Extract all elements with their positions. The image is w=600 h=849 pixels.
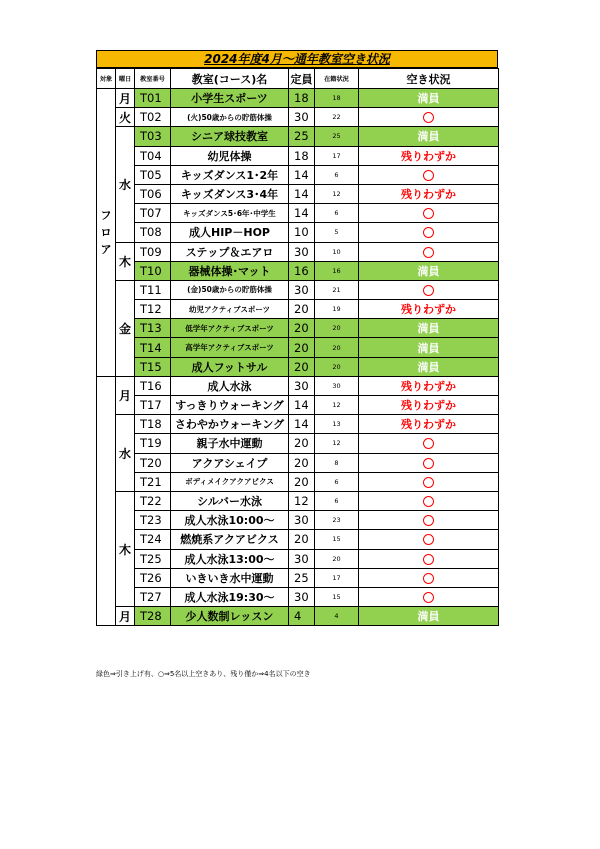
availability-sheet [96,50,498,626]
class-name: シニア球技教室 [171,127,289,146]
capacity: 30 [289,376,315,395]
footnote: 緑色⇒引き上げ有、○⇒5名以上空きあり、残り僅か⇒4名以下の空き [96,670,311,678]
class-name: 成人水泳19:30～ [171,587,289,606]
available-circle-icon [423,554,434,565]
class-name: (金)50歳からの貯筋体操 [171,280,289,299]
day-cell: 水 [116,415,135,492]
capacity: 10 [289,223,315,242]
table-row [97,568,499,587]
status-cell [359,261,499,280]
table-row [97,108,499,127]
status-cell [359,472,499,491]
table-row [97,280,499,299]
class-name: 親子水中運動 [171,434,289,453]
status-cell [359,338,499,357]
status-cell [359,242,499,261]
available-circle-icon [423,112,434,123]
enrolled: 30 [315,376,359,395]
class-name: 幼児アクティブスポーツ [171,300,289,319]
class-code: T09 [135,242,171,261]
enrolled: 17 [315,146,359,165]
enrolled: 20 [315,549,359,568]
capacity: 14 [289,204,315,223]
available-circle-icon [423,496,434,507]
capacity: 20 [289,338,315,357]
status-cell [359,127,499,146]
day-cell: 火 [116,108,135,127]
enrolled: 5 [315,223,359,242]
table-row [97,607,499,626]
table-row [97,357,499,376]
enrolled: 4 [315,607,359,626]
target-label: フロア [100,208,112,256]
available-circle-icon [423,285,434,296]
capacity: 20 [289,300,315,319]
table-row [97,434,499,453]
capacity: 30 [289,549,315,568]
class-name: (火)50歳からの貯筋体操 [171,108,289,127]
enrolled: 10 [315,242,359,261]
class-code: T07 [135,204,171,223]
status-text: 残りわずか [401,303,456,317]
class-name: キッズダンス1･2年 [171,165,289,184]
status-text: 残りわずか [401,418,456,432]
enrolled: 12 [315,184,359,203]
enrolled: 20 [315,338,359,357]
enrolled: 20 [315,357,359,376]
class-code: T15 [135,357,171,376]
table-row [97,491,499,510]
class-code: T11 [135,280,171,299]
class-code: T24 [135,530,171,549]
class-name: すっきりウォーキング [171,396,289,415]
status-text: 残りわずか [401,149,456,163]
enrolled: 12 [315,434,359,453]
day-cell: 水 [116,127,135,242]
capacity: 30 [289,108,315,127]
class-code: T19 [135,434,171,453]
status-cell [359,511,499,530]
class-name: 成人水泳10:00～ [171,511,289,530]
enrolled: 17 [315,568,359,587]
table-row [97,511,499,530]
class-name: 幼児体操 [171,146,289,165]
target-cell [97,89,116,377]
class-name: キッズダンス3･4年 [171,184,289,203]
enrolled: 16 [315,261,359,280]
status-cell [359,376,499,395]
status-cell [359,146,499,165]
status-cell [359,165,499,184]
class-code: T14 [135,338,171,357]
target-cell-pool [97,376,116,625]
header-status: 空き状況 [359,69,499,89]
table-row [97,549,499,568]
available-circle-icon [423,573,434,584]
enrolled: 15 [315,530,359,549]
class-name: 成人水泳13:00～ [171,549,289,568]
status-cell [359,184,499,203]
enrolled: 12 [315,396,359,415]
sheet-title: 2024年度4月～通年教室空き状況 [96,50,498,68]
table-row [97,223,499,242]
available-circle-icon [423,247,434,258]
status-text: 満員 [417,341,440,355]
status-cell [359,108,499,127]
capacity: 20 [289,530,315,549]
class-code: T05 [135,165,171,184]
header-code: 教室番号 [135,69,171,89]
capacity: 14 [289,165,315,184]
status-cell [359,300,499,319]
table-row [97,472,499,491]
class-code: T18 [135,415,171,434]
header-name: 教室(コース)名 [171,69,289,89]
class-code: T03 [135,127,171,146]
available-circle-icon [423,208,434,219]
class-code: T26 [135,568,171,587]
class-code: T27 [135,587,171,606]
enrolled: 8 [315,453,359,472]
class-name: ステップ＆エアロ [171,242,289,261]
status-cell [359,357,499,376]
status-cell [359,223,499,242]
capacity: 25 [289,127,315,146]
day-cell: 金 [116,280,135,376]
status-text: 満員 [417,130,440,144]
class-code: T20 [135,453,171,472]
status-cell [359,607,499,626]
status-cell [359,415,499,434]
class-code: T06 [135,184,171,203]
enrolled: 13 [315,415,359,434]
class-code: T21 [135,472,171,491]
capacity: 30 [289,280,315,299]
class-name: アクアシェイプ [171,453,289,472]
class-name: 少人数制レッスン [171,607,289,626]
header-enrolled: 在籍状況 [315,69,359,89]
table-row [97,396,499,415]
class-code: T22 [135,491,171,510]
capacity: 25 [289,568,315,587]
table-row [97,319,499,338]
status-text: 満員 [417,610,440,624]
table-row [97,530,499,549]
status-text: 残りわずか [401,188,456,202]
status-text: 満員 [417,264,440,278]
class-name: 燃焼系アクアビクス [171,530,289,549]
day-cell: 木 [116,491,135,606]
status-text: 残りわずか [401,379,456,393]
enrolled: 25 [315,127,359,146]
table-row [97,184,499,203]
capacity: 20 [289,434,315,453]
class-code: T01 [135,89,171,108]
enrolled: 6 [315,472,359,491]
class-name: いきいき水中運動 [171,568,289,587]
available-circle-icon [423,477,434,488]
class-code: T13 [135,319,171,338]
class-table [96,68,499,626]
class-name: 成人水泳 [171,376,289,395]
header-row [97,69,499,89]
class-name: シルバー水泳 [171,491,289,510]
enrolled: 18 [315,89,359,108]
status-cell [359,549,499,568]
capacity: 20 [289,472,315,491]
class-name: ボディメイクアクアビクス [171,472,289,491]
day-cell: 月 [116,89,135,108]
table-row [97,127,499,146]
class-code: T12 [135,300,171,319]
capacity: 18 [289,89,315,108]
status-cell [359,491,499,510]
available-circle-icon [423,515,434,526]
class-code: T10 [135,261,171,280]
capacity: 14 [289,415,315,434]
capacity: 20 [289,453,315,472]
class-code: T25 [135,549,171,568]
available-circle-icon [423,170,434,181]
status-cell [359,453,499,472]
status-cell [359,396,499,415]
class-code: T23 [135,511,171,530]
table-row [97,242,499,261]
status-cell [359,204,499,223]
enrolled: 6 [315,491,359,510]
capacity: 30 [289,587,315,606]
capacity: 12 [289,491,315,510]
class-name: さわやかウォーキング [171,415,289,434]
class-name: 高学年アクティブスポーツ [171,338,289,357]
header-target: 対象 [97,69,116,89]
class-code: T17 [135,396,171,415]
enrolled: 6 [315,165,359,184]
capacity: 20 [289,319,315,338]
available-circle-icon [423,227,434,238]
enrolled: 23 [315,511,359,530]
capacity: 30 [289,242,315,261]
capacity: 20 [289,357,315,376]
class-code: T28 [135,607,171,626]
status-cell [359,587,499,606]
table-row [97,89,499,108]
capacity: 14 [289,396,315,415]
table-row [97,415,499,434]
status-cell [359,568,499,587]
status-cell [359,434,499,453]
class-name: キッズダンス5･6年･中学生 [171,204,289,223]
status-cell [359,89,499,108]
table-row [97,146,499,165]
class-name: 成人HIP－HOP [171,223,289,242]
class-name: 成人フットサル [171,357,289,376]
available-circle-icon [423,438,434,449]
class-name: 器械体操･マット [171,261,289,280]
enrolled: 19 [315,300,359,319]
capacity: 4 [289,607,315,626]
table-row [97,300,499,319]
available-circle-icon [423,458,434,469]
status-text: 満員 [417,92,440,106]
table-row [97,165,499,184]
enrolled: 20 [315,319,359,338]
table-row [97,338,499,357]
table-row [97,261,499,280]
capacity: 14 [289,184,315,203]
available-circle-icon [423,534,434,545]
class-name: 低学年アクティブスポーツ [171,319,289,338]
class-name: 小学生スポーツ [171,89,289,108]
enrolled: 6 [315,204,359,223]
day-cell: 月 [116,376,135,414]
day-cell: 月 [116,607,135,626]
table-row [97,204,499,223]
header-capacity: 定員 [289,69,315,89]
capacity: 18 [289,146,315,165]
enrolled: 21 [315,280,359,299]
available-circle-icon [423,592,434,603]
capacity: 16 [289,261,315,280]
status-text: 満員 [417,322,440,336]
header-day: 曜日 [116,69,135,89]
class-code: T08 [135,223,171,242]
class-code: T04 [135,146,171,165]
class-code: T16 [135,376,171,395]
table-row [97,453,499,472]
enrolled: 15 [315,587,359,606]
status-cell [359,280,499,299]
table-row [97,587,499,606]
status-text: 満員 [417,360,440,374]
status-cell [359,319,499,338]
table-row [97,376,499,395]
status-text: 残りわずか [401,399,456,413]
enrolled: 22 [315,108,359,127]
day-cell: 木 [116,242,135,280]
status-cell [359,530,499,549]
class-code: T02 [135,108,171,127]
capacity: 30 [289,511,315,530]
